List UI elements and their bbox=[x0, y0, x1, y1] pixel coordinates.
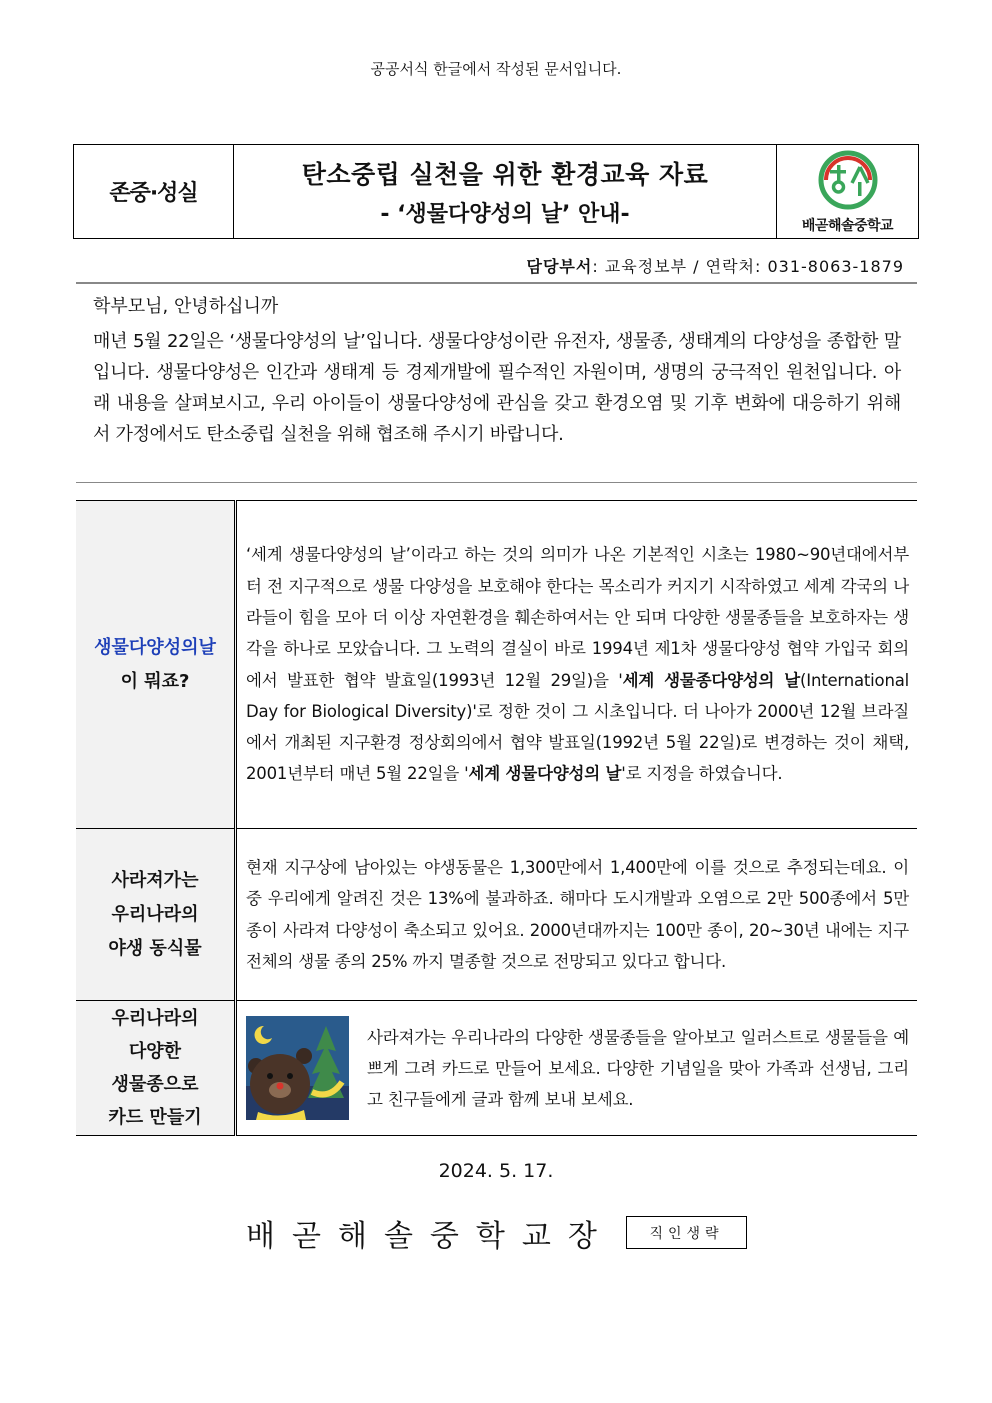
title-box bbox=[234, 145, 777, 238]
divider bbox=[76, 482, 917, 483]
intro-paragraph: 매년 5월 22일은 ‘생물다양성의 날’입니다. 생물다양성이란 유전자, 생물종, 생태계의 다양성을 종합한 말입니다. 생물다양성은 인간과 생태계 등 경제개발에 필수적인 자원이며, 생명의 궁극적인 원천입니다. 아래 내용을 살펴보시고, 우리 아이들이 생물다양성에 관심을 갖고 환경오염 및 기후 변화에 대응하기 위해서 가정에서도 탄소중립 실천을 위해 협조해 주시기 바랍니다. bbox=[93, 331, 901, 445]
contact-value: : 교육정보부 / 연락처: 031-8063-1879 bbox=[592, 257, 904, 276]
emphasis-text: 세계 생물종다양성의 날 bbox=[622, 670, 801, 690]
emphasis-text: 세계 생물다양성의 날 bbox=[468, 764, 622, 784]
document-title: 탄소중립 실천을 위한 환경교육 자료 bbox=[301, 160, 709, 189]
section-content bbox=[236, 501, 918, 829]
bear-illustration bbox=[246, 1016, 349, 1120]
label-line: 우리나라의 bbox=[111, 1008, 199, 1029]
label-line: 생물다양성의날 bbox=[94, 636, 216, 658]
label-line: 야생 동식물 bbox=[108, 937, 202, 959]
content-text: ‘세계 생물다양성의 날’이라고 하는 것의 의미가 나온 기본적인 시초는 1980~90년대에서부터 전 지구적으로 생물 다양성을 보호해야 한다는 목소리가 커지기 시작하였고 세계 각국의 나라들이 힘을 모아 더 이상 자연환경을 훼손하여서는 안 되며 다양한 생물종들을 보호하자는 생각을 하나로 모았습니다. 그 노력의 결실이 바로 1994년 제1차 생물다양성 협약 가입국 회의에서 발표한 협약 발효일(1993년 12월 29일)을 ' bbox=[246, 545, 909, 690]
label-line: 생물종으로 bbox=[111, 1074, 199, 1095]
divider bbox=[76, 282, 917, 284]
label-line: 우리나라의 bbox=[111, 903, 199, 925]
contact-info bbox=[526, 254, 904, 277]
label-line: 카드 만들기 bbox=[108, 1107, 202, 1128]
school-motto: 존중·성실 bbox=[74, 145, 234, 238]
label-line: 다양한 bbox=[128, 1041, 182, 1062]
label-line: 사라져가는 bbox=[111, 869, 199, 891]
content-text: (International Day for Biological Diversity)'로 정한 것이 그 시초입니다. 더 나아가 2000년 12월 브라질에서 개최된 지구환경 정상회의에서 협약 발표일(1992년 5월 22일)로 변경하는 것이 채택, 2001년부터 매년 5월 22일을 ' bbox=[246, 670, 909, 784]
document-header bbox=[73, 144, 919, 239]
info-table bbox=[76, 500, 917, 1136]
document-date: 2024. 5. 17. bbox=[438, 1160, 554, 1182]
dept-label: 담당부서 bbox=[526, 257, 593, 276]
card-row bbox=[246, 1016, 909, 1120]
school-name: 배곧해솔중학교 bbox=[801, 218, 894, 234]
school-logo bbox=[777, 145, 918, 238]
section-content: 현재 지구상에 남아있는 야생동물은 1,300만에서 1,400만에 이를 것으로 추정되는데요. 이 중 우리에게 알려진 것은 13%에 불과하죠. 해마다 도시개발과 오염으로 2만 500종에서 5만종이 사라져 다양성이 축소되고 있어요. 2000년대까지는 100만 종이, 20~30년 내에는 지구 전체의 생물 종의 25% 까지 멸종할 것으로 전망되고 있다고 합니다. bbox=[236, 829, 918, 1001]
document-subtitle: - ‘생물다양성의 날’ 안내- bbox=[380, 202, 630, 227]
content-text: '로 지정을 하였습니다. bbox=[621, 764, 783, 784]
principal-signature: 배곧해솔중학교장 bbox=[246, 1219, 614, 1254]
table-row bbox=[76, 501, 917, 829]
document-notice: 공공서식 한글에서 작성된 문서입니다. bbox=[370, 60, 622, 78]
table-row bbox=[76, 1001, 917, 1136]
school-emblem-icon bbox=[816, 149, 880, 211]
section-label bbox=[76, 501, 236, 829]
greeting: 학부모님, 안녕하십니까 bbox=[93, 296, 279, 317]
section-label bbox=[76, 1001, 236, 1136]
label-line: 이 뭐죠? bbox=[120, 670, 190, 692]
table-row bbox=[76, 829, 917, 1001]
section-content-text: 사라져가는 우리나라의 다양한 생물종들을 알아보고 일러스트로 생물들을 예쁘게 그려 카드로 만들어 보세요. 다양한 기념일을 맞아 가족과 선생님, 그리고 친구들에게 글과 함께 보내 보세요. bbox=[367, 1027, 909, 1109]
section-content bbox=[236, 1001, 918, 1136]
seal-omitted-box: 직인생략 bbox=[626, 1216, 747, 1249]
section-label bbox=[76, 829, 236, 1001]
